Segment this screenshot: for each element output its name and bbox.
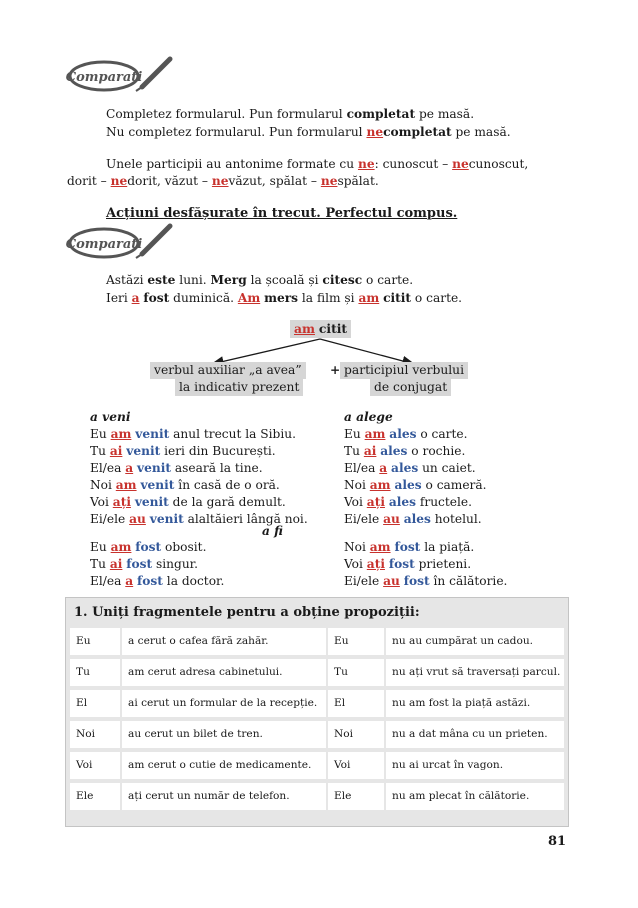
conjugation-row: Noi am ales o cameră. [344, 478, 487, 492]
subject-cell: Voi [70, 752, 120, 779]
conjugation-row: Eu am venit anul trecut la Sibiu. [90, 427, 296, 441]
conjugation-row: Voi ați ales fructele. [344, 495, 472, 509]
subject-cell: Tu [70, 659, 120, 686]
exercise-box [65, 597, 569, 827]
participle-label: participiul verbului [340, 362, 468, 379]
subject-cell: El [328, 690, 384, 717]
plus-sign: + [330, 363, 341, 377]
conjugation-row: Voi ați venit de la gară demult. [90, 495, 286, 509]
compare2-line2: Ieri a fost duminică. Am mers la film și am citit o carte. [106, 291, 463, 305]
compare1-line2: Nu completez formularul. Pun formularul necompletat pe masă. [106, 125, 511, 139]
indicative-present-label: la indicativ prezent [175, 379, 303, 396]
conjugation-row: Ei/ele au venit alaltăieri lângă noi. [90, 512, 308, 526]
subject-cell: Tu [328, 659, 384, 686]
phrase-cell: nu au cumpărat un cadou. [386, 628, 564, 655]
svg-text:Comparați: Comparați [66, 237, 143, 252]
to-conjugate-label: de conjugat [370, 379, 451, 396]
subject-cell: Ele [70, 783, 120, 810]
subject-cell: Eu [70, 628, 120, 655]
verb-title: a veni [90, 410, 131, 424]
conjugation-row: Voi ați fost prieteni. [344, 557, 472, 571]
phrase-cell: am cerut o cutie de medicamente. [122, 752, 326, 779]
conjugation-row: Tu ai venit ieri din București. [90, 444, 276, 458]
conjugation-row: El/ea a ales un caiet. [344, 461, 476, 475]
subject-cell: El [70, 690, 120, 717]
svg-text:Comparați: Comparați [66, 70, 143, 85]
subject-cell: Noi [328, 721, 384, 748]
phrase-cell: a cerut o cafea fără zahăr. [122, 628, 326, 655]
subject-cell: Ele [328, 783, 384, 810]
conjugation-row: Tu ai ales o rochie. [344, 444, 466, 458]
phrase-cell: nu am plecat în călătorie. [386, 783, 564, 810]
conjugation-row: Ei/ele au fost în călătorie. [344, 574, 508, 588]
subject-cell: Eu [328, 628, 384, 655]
exercise-title: 1. Uniți fragmentele pentru a obține propoziții: [74, 605, 420, 620]
conjugation-row: Ei/ele au ales hotelul. [344, 512, 482, 526]
phrase-cell: ați cerut un număr de telefon. [122, 783, 326, 810]
subject-cell: Noi [70, 721, 120, 748]
compare2-line1: Astăzi este luni. Merg la școală și citesc o carte. [106, 273, 414, 287]
phrase-cell: ai cerut un formular de la recepție. [122, 690, 326, 717]
phrase-cell: am cerut adresa cabinetului. [122, 659, 326, 686]
phrase-cell: nu a dat mâna cu un prieten. [386, 721, 564, 748]
antonyms-line1: Unele participii au antonime formate cu ne: cunoscut – necunoscut, [106, 157, 529, 171]
conjugation-row: Eu am ales o carte. [344, 427, 468, 441]
section-title: Acțiuni desfășurate în trecut. Perfectul compus. [106, 206, 458, 221]
phrase-cell: nu ați vrut să traversați parcul. [386, 659, 564, 686]
auxiliary-verb-label: verbul auxiliar „a avea” [150, 362, 306, 379]
phrase-cell: nu am fost la piață astăzi. [386, 690, 564, 717]
phrase-cell: au cerut un bilet de tren. [122, 721, 326, 748]
verb-title: a fi [262, 524, 284, 538]
conjugation-row: El/ea a fost la doctor. [90, 574, 225, 588]
antonyms-line2: dorit – nedorit, văzut – nevăzut, spălat – nespălat. [67, 174, 379, 188]
page-number: 81 [548, 834, 567, 849]
compare1-line1: Completez formularul. Pun formularul completat pe masă. [106, 107, 475, 121]
conjugation-row: Tu ai fost singur. [90, 557, 199, 571]
diagram-top-label: am citit [290, 320, 351, 338]
phrase-cell: nu ai urcat în vagon. [386, 752, 564, 779]
conjugation-row: Noi am fost la piață. [344, 540, 475, 554]
conjugation-row: Noi am venit în casă de o oră. [90, 478, 280, 492]
conjugation-row: Eu am fost obosit. [90, 540, 207, 554]
conjugation-row: El/ea a venit aseară la tine. [90, 461, 263, 475]
subject-cell: Voi [328, 752, 384, 779]
verb-title: a alege [344, 410, 393, 424]
